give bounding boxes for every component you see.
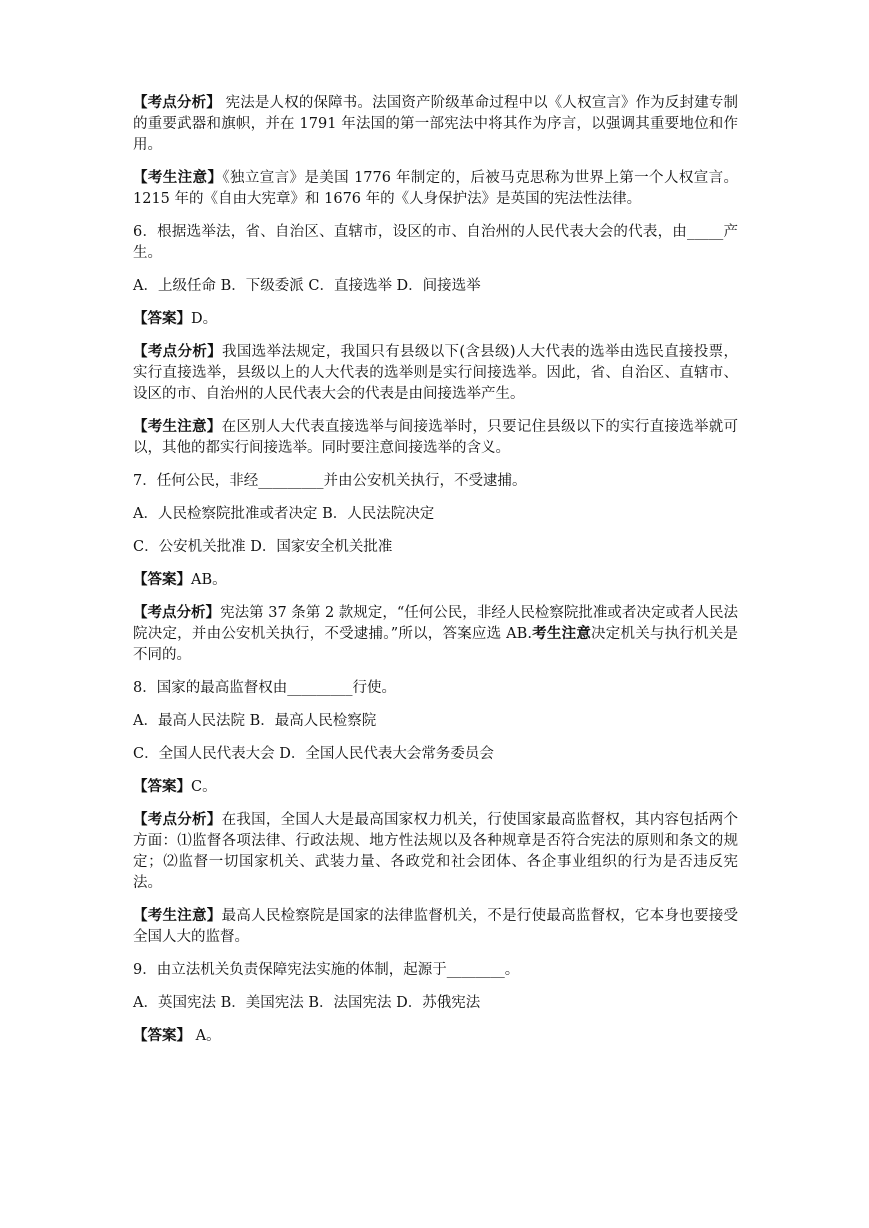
analysis-paragraph — [133, 93, 738, 156]
answer-text: C。 — [191, 779, 217, 795]
answer-text: A。 — [191, 1028, 221, 1044]
options-text: C．全国人民代表大会 D．全国人民代表大会常务委员会 — [133, 746, 494, 762]
options-text: A．英国宪法 B．美国宪法 B．法国宪法 D．苏俄宪法 — [133, 995, 481, 1011]
analysis-label: 【考点分析】 — [133, 95, 221, 111]
note-inline-label: 考生注意 — [531, 626, 592, 642]
paragraph-text: 我国选举法规定，我国只有县级以下(含县级)人大代表的选举由选民直接投票，实行直接选举，县级以上的人大代表的选举则是实行间接选举。因此，省、自治区、直辖市、设区的市、自治州的人民代表大会的代表是由间接选举产生。 — [133, 344, 739, 402]
question-8 — [133, 678, 738, 699]
answer-label: 【答案】 — [133, 311, 191, 327]
question-text: 7．任何公民，非经_________并由公安机关执行，不受逮捕。 — [133, 473, 527, 489]
note-label: 【考生注意】 — [133, 908, 222, 924]
analysis-paragraph — [133, 603, 738, 666]
analysis-paragraph — [133, 810, 738, 894]
paragraph-text: 宪法是人权的保障书。法国资产阶级革命过程中以《人权宣言》作为反封建专制的重要武器和旗帜，并在 1791 年法国的第一部宪法中将其作为序言，以强调其重要地位和作用。 — [133, 95, 739, 153]
question-8-options-cd — [133, 744, 738, 765]
answer-text: AB。 — [191, 572, 227, 588]
options-text: A．上级任命 B．下级委派 C．直接选举 D．间接选举 — [133, 278, 481, 294]
answer-label: 【答案】 — [133, 572, 191, 588]
paragraph-text: 决定机关与执行机关是不同的。 — [133, 626, 739, 663]
answer-paragraph — [133, 1026, 738, 1047]
answer-text: D。 — [191, 311, 218, 327]
document-page — [133, 93, 738, 1059]
options-text: A．人民检察院批准或者决定 B．人民法院决定 — [133, 506, 435, 522]
answer-paragraph — [133, 570, 738, 591]
paragraph-text: 在区别人大代表直接选举与间接选举时，只要记住县级以下的实行直接选举就可以，其他的都实行间接选举。同时要注意间接选举的含义。 — [133, 419, 738, 456]
answer-label: 【答案】 — [133, 1028, 191, 1044]
question-8-options-ab — [133, 711, 738, 732]
question-text: 6．根据选举法，省、自治区、直辖市，设区的市、自治州的人民代表大会的代表，由_____产生。 — [133, 224, 738, 261]
answer-label: 【答案】 — [133, 779, 191, 795]
analysis-label: 【考点分析】 — [133, 812, 222, 828]
note-paragraph — [133, 906, 738, 948]
question-7-options-cd — [133, 537, 738, 558]
question-text: 8．国家的最高监督权由_________行使。 — [133, 680, 396, 696]
note-paragraph — [133, 417, 738, 459]
answer-paragraph — [133, 309, 738, 330]
analysis-label: 【考点分析】 — [133, 344, 223, 360]
question-9-options — [133, 993, 738, 1014]
analysis-label: 【考点分析】 — [133, 605, 221, 621]
question-text: 9．由立法机关负责保障宪法实施的体制，起源于________。 — [133, 962, 520, 978]
note-label: 【考生注意】 — [133, 419, 222, 435]
paragraph-text: 在我国，全国人大是最高国家权力机关，行使国家最高监督权，其内容包括两个方面：⑴监督各项法律、行政法规、地方性法规以及各种规章是否符合宪法的原则和条文的规定；⑵监督一切国家机关、武装力量、各政党和社会团体、各企事业组织的行为是否违反宪法。 — [133, 812, 738, 891]
question-7 — [133, 471, 738, 492]
options-text: A．最高人民法院 B．最高人民检察院 — [133, 713, 377, 729]
paragraph-text: 最高人民检察院是国家的法律监督机关，不是行使最高监督权，它本身也要接受全国人大的监督。 — [133, 908, 738, 945]
analysis-paragraph — [133, 342, 738, 405]
paragraph-text: 《独立宣言》是美国 1776 年制定的，后被马克思称为世界上第一个人权宣言。1215 年的《自由大宪章》和 1676 年的《人身保护法》是英国的宪法性法律。 — [133, 170, 738, 207]
note-paragraph — [133, 168, 738, 210]
question-7-options-ab — [133, 504, 738, 525]
answer-paragraph — [133, 777, 738, 798]
question-6-options — [133, 276, 738, 297]
paragraph-text: 宪法第 37 条第 2 款规定，“任何公民，非经人民检察院批准或者决定或者人民法院决定，并由公安机关执行，不受逮捕。”所以，答案应选 AB. — [133, 605, 739, 642]
question-9 — [133, 960, 738, 981]
note-label: 【考生注意】 — [133, 170, 223, 186]
question-6 — [133, 222, 738, 264]
options-text: C．公安机关批准 D．国家安全机关批准 — [133, 539, 393, 555]
